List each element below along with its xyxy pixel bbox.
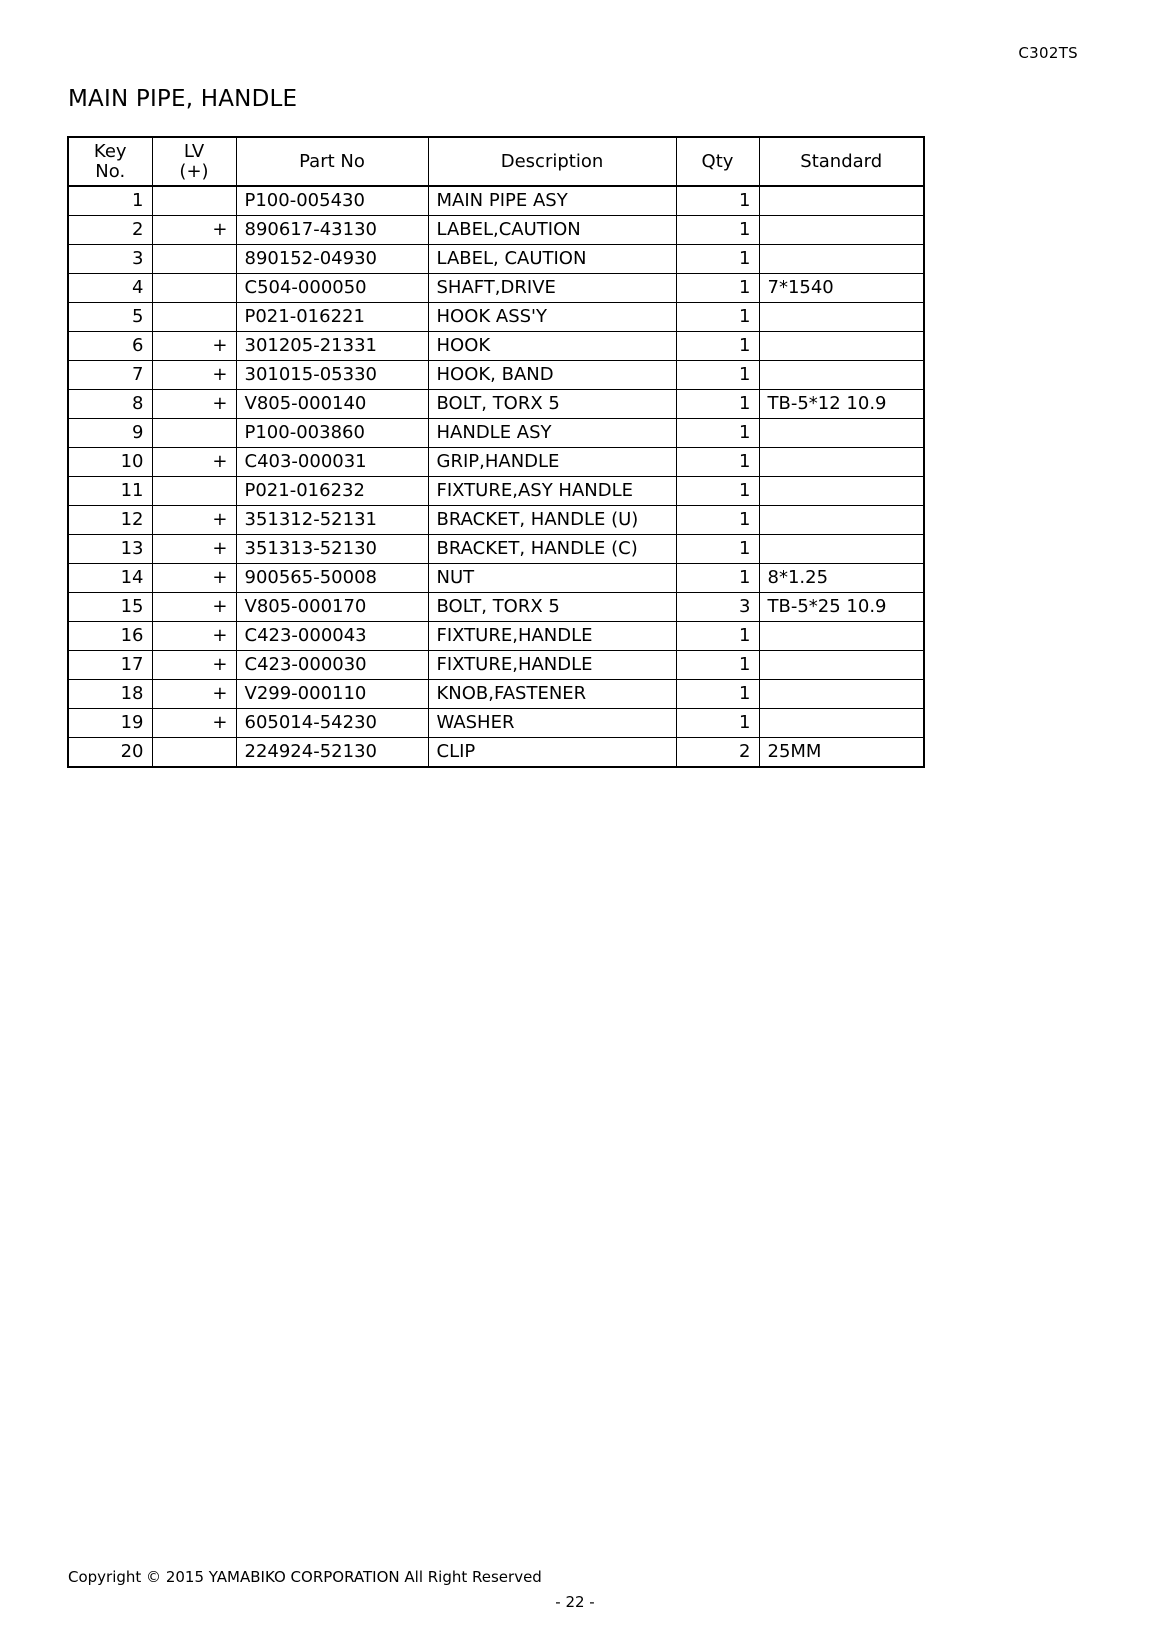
description-cell: GRIP,HANDLE: [428, 448, 676, 477]
lv-cell: [152, 738, 236, 768]
description-cell: FIXTURE,ASY HANDLE: [428, 477, 676, 506]
key-no-cell: 2: [68, 216, 152, 245]
table-row: [68, 332, 924, 361]
qty-cell: 1: [676, 216, 759, 245]
description-cell: LABEL,CAUTION: [428, 216, 676, 245]
qty-cell: 1: [676, 186, 759, 216]
standard-cell: [759, 622, 924, 651]
column-header-standard: Standard: [759, 137, 924, 186]
part-no-cell: C423-000030: [236, 651, 428, 680]
description-cell: BRACKET, HANDLE (U): [428, 506, 676, 535]
part-no-cell: C423-000043: [236, 622, 428, 651]
description-cell: HOOK: [428, 332, 676, 361]
column-header-key-no: [68, 137, 152, 186]
lv-cell: +: [152, 216, 236, 245]
description-cell: LABEL, CAUTION: [428, 245, 676, 274]
standard-cell: [759, 506, 924, 535]
description-cell: HANDLE ASY: [428, 419, 676, 448]
lv-cell: +: [152, 709, 236, 738]
part-no-cell: P100-005430: [236, 186, 428, 216]
table-row: [68, 448, 924, 477]
standard-cell: [759, 303, 924, 332]
qty-cell: 2: [676, 738, 759, 768]
part-no-cell: V805-000170: [236, 593, 428, 622]
qty-cell: 1: [676, 419, 759, 448]
description-cell: FIXTURE,HANDLE: [428, 651, 676, 680]
qty-cell: 1: [676, 535, 759, 564]
key-no-header-label: Key No.: [93, 140, 127, 182]
column-header-qty: Qty: [676, 137, 759, 186]
description-cell: HOOK, BAND: [428, 361, 676, 390]
standard-cell: 8*1.25: [759, 564, 924, 593]
qty-cell: 1: [676, 622, 759, 651]
key-no-cell: 5: [68, 303, 152, 332]
standard-cell: [759, 709, 924, 738]
lv-header-label: LV (+): [179, 140, 209, 182]
standard-cell: [759, 186, 924, 216]
lv-cell: +: [152, 448, 236, 477]
qty-cell: 1: [676, 332, 759, 361]
lv-cell: +: [152, 680, 236, 709]
description-cell: SHAFT,DRIVE: [428, 274, 676, 303]
key-no-cell: 6: [68, 332, 152, 361]
qty-cell: 1: [676, 448, 759, 477]
qty-cell: 1: [676, 303, 759, 332]
part-no-cell: 900565-50008: [236, 564, 428, 593]
key-no-cell: 13: [68, 535, 152, 564]
qty-cell: 3: [676, 593, 759, 622]
qty-cell: 1: [676, 506, 759, 535]
part-no-cell: P021-016221: [236, 303, 428, 332]
part-no-cell: C504-000050: [236, 274, 428, 303]
description-cell: WASHER: [428, 709, 676, 738]
page-title: MAIN PIPE, HANDLE: [68, 86, 298, 112]
description-cell: HOOK ASS'Y: [428, 303, 676, 332]
standard-cell: TB-5*25 10.9: [759, 593, 924, 622]
part-no-cell: 890152-04930: [236, 245, 428, 274]
key-no-cell: 12: [68, 506, 152, 535]
qty-cell: 1: [676, 390, 759, 419]
qty-cell: 1: [676, 361, 759, 390]
standard-cell: [759, 245, 924, 274]
description-cell: BOLT, TORX 5: [428, 593, 676, 622]
key-no-cell: 15: [68, 593, 152, 622]
table-row: [68, 506, 924, 535]
table-row: [68, 593, 924, 622]
qty-cell: 1: [676, 274, 759, 303]
part-no-cell: V299-000110: [236, 680, 428, 709]
description-cell: BOLT, TORX 5: [428, 390, 676, 419]
key-no-cell: 7: [68, 361, 152, 390]
standard-cell: TB-5*12 10.9: [759, 390, 924, 419]
description-cell: BRACKET, HANDLE (C): [428, 535, 676, 564]
qty-cell: 1: [676, 564, 759, 593]
lv-cell: [152, 274, 236, 303]
model-code: C302TS: [1018, 44, 1078, 62]
key-no-cell: 10: [68, 448, 152, 477]
qty-cell: 1: [676, 651, 759, 680]
part-no-cell: 605014-54230: [236, 709, 428, 738]
lv-cell: [152, 419, 236, 448]
key-no-cell: 3: [68, 245, 152, 274]
table-header-row: [68, 137, 924, 186]
standard-cell: [759, 448, 924, 477]
table-row: [68, 651, 924, 680]
parts-table-body: [68, 186, 924, 767]
table-row: [68, 186, 924, 216]
table-row: [68, 216, 924, 245]
qty-cell: 1: [676, 709, 759, 738]
lv-cell: [152, 245, 236, 274]
qty-cell: 1: [676, 245, 759, 274]
standard-cell: [759, 680, 924, 709]
table-row: [68, 390, 924, 419]
lv-cell: [152, 303, 236, 332]
key-no-cell: 4: [68, 274, 152, 303]
part-no-cell: 224924-52130: [236, 738, 428, 768]
part-no-cell: P100-003860: [236, 419, 428, 448]
table-row: [68, 738, 924, 768]
part-no-cell: 351312-52131: [236, 506, 428, 535]
standard-cell: [759, 651, 924, 680]
qty-cell: 1: [676, 680, 759, 709]
part-no-cell: V805-000140: [236, 390, 428, 419]
standard-cell: [759, 477, 924, 506]
standard-cell: [759, 419, 924, 448]
key-no-cell: 8: [68, 390, 152, 419]
lv-cell: +: [152, 332, 236, 361]
key-no-cell: 16: [68, 622, 152, 651]
page-number: - 22 -: [555, 1593, 595, 1611]
key-no-cell: 14: [68, 564, 152, 593]
lv-cell: +: [152, 593, 236, 622]
standard-cell: [759, 361, 924, 390]
column-header-description: Description: [428, 137, 676, 186]
table-row: [68, 477, 924, 506]
table-row: [68, 245, 924, 274]
part-no-cell: 301205-21331: [236, 332, 428, 361]
lv-cell: +: [152, 361, 236, 390]
standard-cell: 25MM: [759, 738, 924, 768]
standard-cell: [759, 332, 924, 361]
table-row: [68, 709, 924, 738]
table-row: [68, 361, 924, 390]
lv-cell: +: [152, 506, 236, 535]
table-row: [68, 564, 924, 593]
description-cell: MAIN PIPE ASY: [428, 186, 676, 216]
lv-cell: +: [152, 622, 236, 651]
table-row: [68, 680, 924, 709]
table-row: [68, 622, 924, 651]
lv-cell: [152, 186, 236, 216]
key-no-cell: 9: [68, 419, 152, 448]
description-cell: FIXTURE,HANDLE: [428, 622, 676, 651]
part-no-cell: 890617-43130: [236, 216, 428, 245]
key-no-cell: 19: [68, 709, 152, 738]
lv-cell: [152, 477, 236, 506]
lv-cell: +: [152, 564, 236, 593]
lv-cell: +: [152, 390, 236, 419]
part-no-cell: 301015-05330: [236, 361, 428, 390]
copyright-text: Copyright © 2015 YAMABIKO CORPORATION All Right Reserved: [68, 1568, 542, 1586]
table-row: [68, 303, 924, 332]
description-cell: KNOB,FASTENER: [428, 680, 676, 709]
key-no-cell: 17: [68, 651, 152, 680]
key-no-cell: 11: [68, 477, 152, 506]
table-row: [68, 419, 924, 448]
standard-cell: [759, 216, 924, 245]
key-no-cell: 20: [68, 738, 152, 768]
table-row: [68, 535, 924, 564]
column-header-lv: [152, 137, 236, 186]
parts-table: [67, 136, 925, 768]
part-no-cell: C403-000031: [236, 448, 428, 477]
lv-cell: +: [152, 651, 236, 680]
part-no-cell: 351313-52130: [236, 535, 428, 564]
standard-cell: [759, 535, 924, 564]
column-header-part-no: Part No: [236, 137, 428, 186]
standard-cell: 7*1540: [759, 274, 924, 303]
description-cell: NUT: [428, 564, 676, 593]
qty-cell: 1: [676, 477, 759, 506]
key-no-cell: 1: [68, 186, 152, 216]
lv-cell: +: [152, 535, 236, 564]
table-row: [68, 274, 924, 303]
key-no-cell: 18: [68, 680, 152, 709]
description-cell: CLIP: [428, 738, 676, 768]
part-no-cell: P021-016232: [236, 477, 428, 506]
